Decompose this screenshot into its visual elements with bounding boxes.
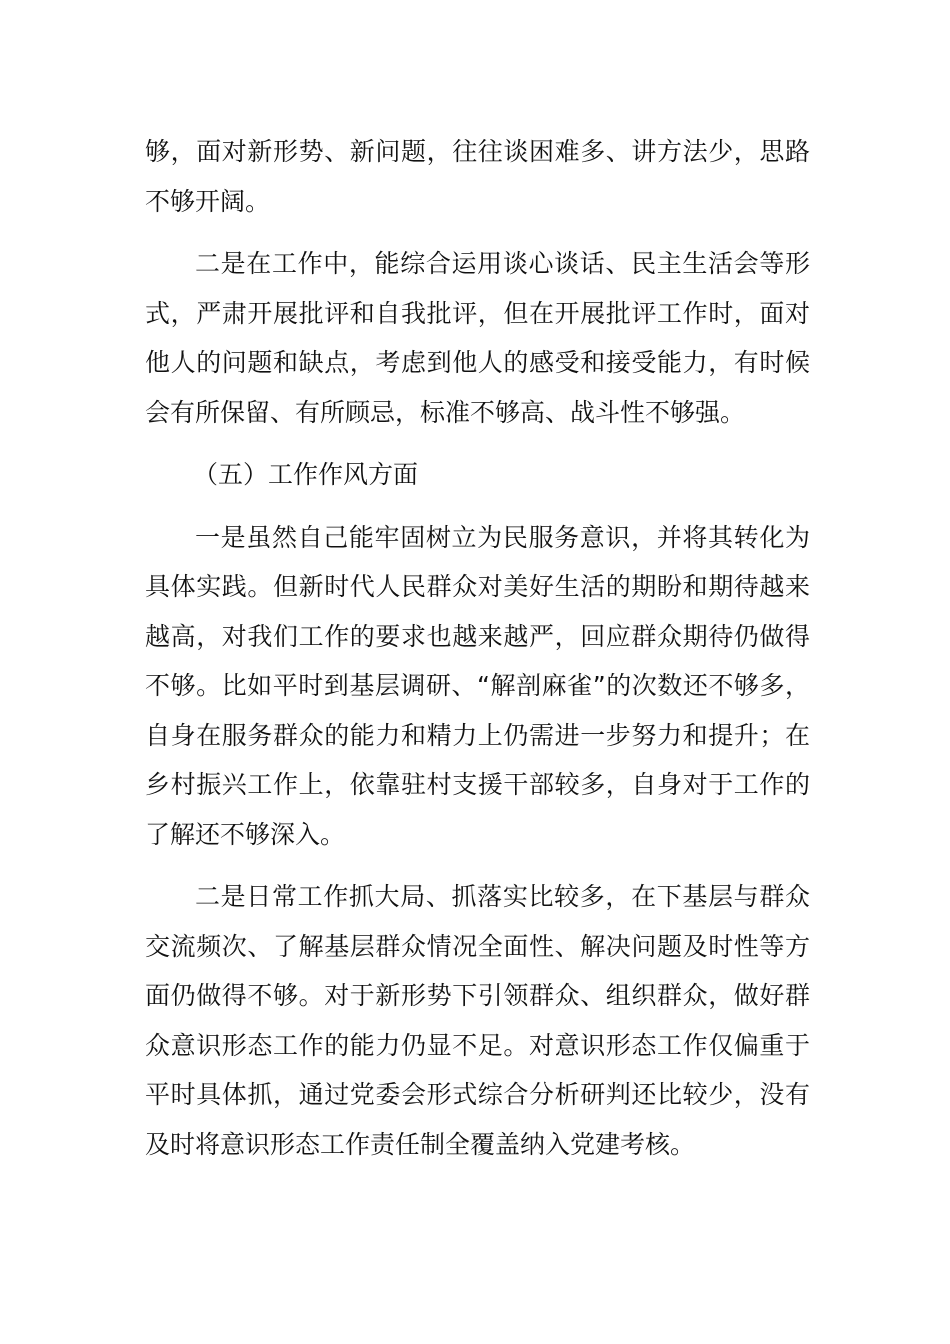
- paragraph-criticism: 二是在工作中，能综合运用谈心谈话、民主生活会等形式，严肃开展批评和自我批评，但在开展批评工作时，面对他人的问题和缺点，考虑到他人的感受和接受能力，有时候会有所保留、有所顾忌，标准不够高、战斗性不够强。: [145, 249, 810, 427]
- document-body: [145, 127, 810, 1182]
- paragraph-grassroots-work: 二是日常工作抓大局、抓落实比较多，在下基层与群众交流频次、了解基层群众情况全面性、解决问题及时性等方面仍做得不够。对于新形势下引领群众、组织群众，做好群众意识形态工作的能力仍显不足。对意识形态工作仅偏重于平时具体抓，通过党委会形式综合分析研判还比较少，没有及时将意识形态工作责任制全覆盖纳入党建考核。: [145, 882, 810, 1159]
- section-heading-work-style: （五）工作作风方面: [193, 460, 419, 489]
- paragraph-continuation: 够，面对新形势、新问题，往往谈困难多、讲方法少，思路不够开阔。: [145, 137, 810, 216]
- paragraph-service-awareness: 一是虽然自己能牢固树立为民服务意识，并将其转化为具体实践。但新时代人民群众对美好生活的期盼和期待越来越高，对我们工作的要求也越来越严，回应群众期待仍做得不够。比如平时到基层调研、“解剖麻雀”的次数还不够多，自身在服务群众的能力和精力上仍需进一步努力和提升；在乡村振兴工作上，依靠驻村支援干部较多，自身对于工作的了解还不够深入。: [145, 522, 810, 849]
